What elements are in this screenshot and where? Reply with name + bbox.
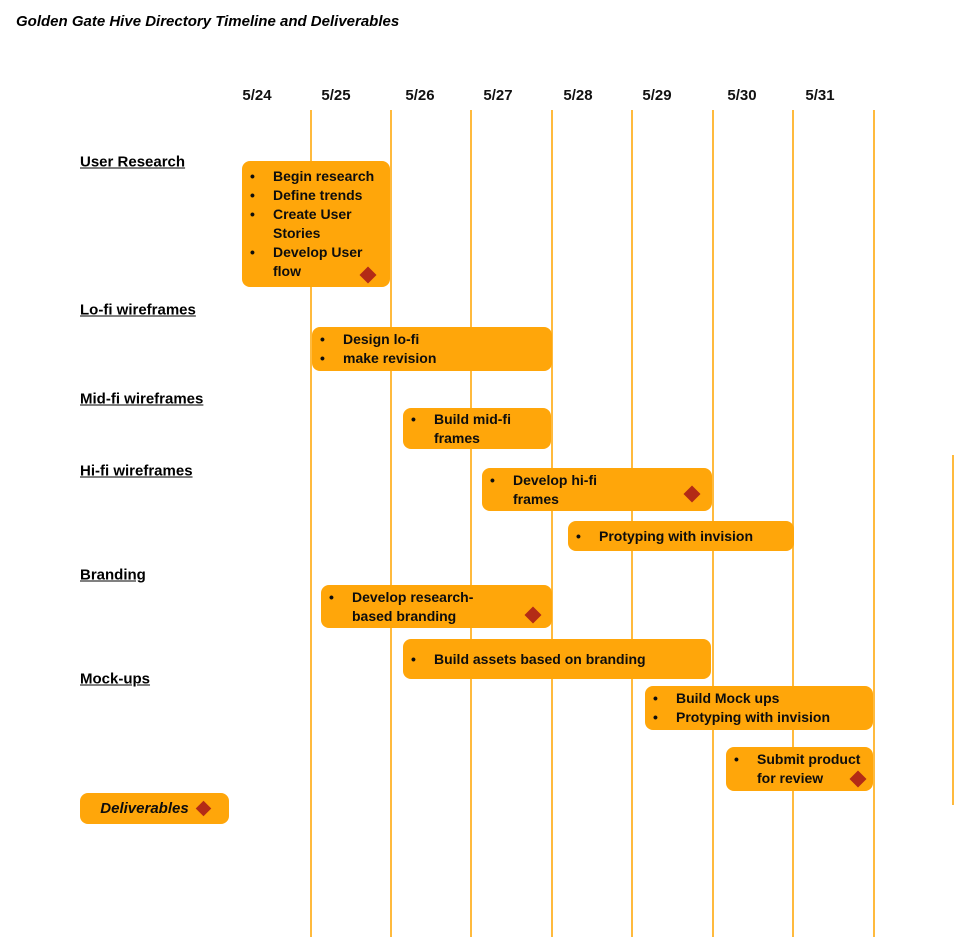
date-label-5-30: 5/30: [727, 87, 757, 104]
task-text: Protyping with invision: [599, 527, 753, 544]
task-text: based branding: [352, 607, 457, 624]
bullet-icon: •: [250, 244, 255, 260]
task-text: Build assets based on branding: [434, 650, 646, 667]
row-label-user-research: User Research: [80, 153, 186, 171]
bullet-icon: •: [653, 690, 658, 706]
hifi-prototyping-task: [568, 521, 794, 551]
task-line: [734, 769, 867, 788]
task-text: Create User: [273, 206, 352, 222]
task-text: Develop research-: [352, 588, 474, 605]
date-label-5-29: 5/29: [642, 87, 672, 104]
task-line: [490, 471, 706, 490]
task-line: [320, 330, 546, 349]
task-text: Begin research: [273, 168, 375, 184]
task-text: Protyping with invision: [676, 709, 830, 725]
task-line: [653, 689, 867, 708]
task-line: [490, 490, 706, 509]
task-line: [329, 588, 546, 607]
task-line: [320, 349, 546, 368]
task-line: [329, 607, 546, 626]
task-line: [250, 167, 384, 186]
task-line: [250, 224, 384, 243]
bullet-icon: •: [250, 206, 255, 222]
mockups-submit-task: [726, 747, 873, 791]
task-line: [411, 650, 705, 669]
row-label-mock-ups: Mock-ups: [80, 670, 151, 688]
deliverable-diamond-icon: [195, 801, 211, 817]
branding-develop-task: [321, 585, 552, 628]
date-label-5-26: 5/26: [405, 87, 435, 104]
task-line: [653, 708, 867, 727]
bullet-icon: •: [320, 350, 325, 366]
task-text: Develop hi-fi: [513, 471, 598, 488]
legend-label: Deliverables: [100, 800, 189, 817]
hifi-develop-task: [482, 468, 712, 511]
task-text: Submit product: [757, 751, 861, 767]
task-text: Build Mock ups: [676, 690, 780, 706]
task-text: make revision: [343, 350, 437, 366]
task-text: frames: [434, 429, 480, 446]
slide-title: Golden Gate Hive Directory Timeline and Deliverables: [16, 13, 400, 30]
task-line: [250, 205, 384, 224]
bullet-icon: •: [250, 187, 255, 203]
date-label-5-31: 5/31: [805, 87, 835, 104]
task-line: [411, 410, 545, 429]
midfi-build-task: [403, 408, 551, 449]
task-text: Develop User: [273, 244, 363, 260]
date-label-5-27: 5/27: [483, 87, 513, 104]
bullet-icon: •: [411, 650, 416, 667]
task-text: frames: [513, 490, 559, 507]
task-line: [250, 243, 384, 262]
deliverables-legend: [80, 793, 229, 824]
task-text: for review: [757, 770, 824, 786]
task-line: [734, 750, 867, 769]
task-text: Design lo-fi: [343, 331, 420, 347]
task-text: Define trends: [273, 187, 363, 203]
bullet-icon: •: [490, 471, 495, 488]
bullet-icon: •: [320, 331, 325, 347]
task-text: flow: [273, 263, 301, 279]
bullet-icon: •: [734, 751, 739, 767]
bullet-icon: •: [576, 527, 581, 544]
task-text: Build mid-fi: [434, 410, 511, 427]
task-text: Stories: [273, 225, 321, 241]
lofi-design-task: [312, 327, 552, 371]
row-label-branding: Branding: [80, 566, 146, 584]
row-label-lo-fi-wireframes: Lo-fi wireframes: [80, 301, 196, 319]
bullet-icon: •: [653, 709, 658, 725]
mockups-build-task: [645, 686, 873, 730]
row-label-mid-fi-wireframes: Mid-fi wireframes: [80, 390, 204, 408]
task-line: [576, 527, 788, 546]
task-line: [411, 429, 545, 448]
bullet-icon: •: [411, 410, 416, 427]
branding-assets-task: [403, 639, 711, 679]
task-line: [250, 186, 384, 205]
bullet-icon: •: [250, 168, 255, 184]
date-label-5-25: 5/25: [321, 87, 351, 104]
row-label-hi-fi-wireframes: Hi-fi wireframes: [80, 462, 193, 480]
date-label-5-28: 5/28: [563, 87, 593, 104]
date-label-5-24: 5/24: [242, 87, 272, 104]
bullet-icon: •: [329, 588, 334, 605]
user-research-task: [242, 161, 390, 287]
